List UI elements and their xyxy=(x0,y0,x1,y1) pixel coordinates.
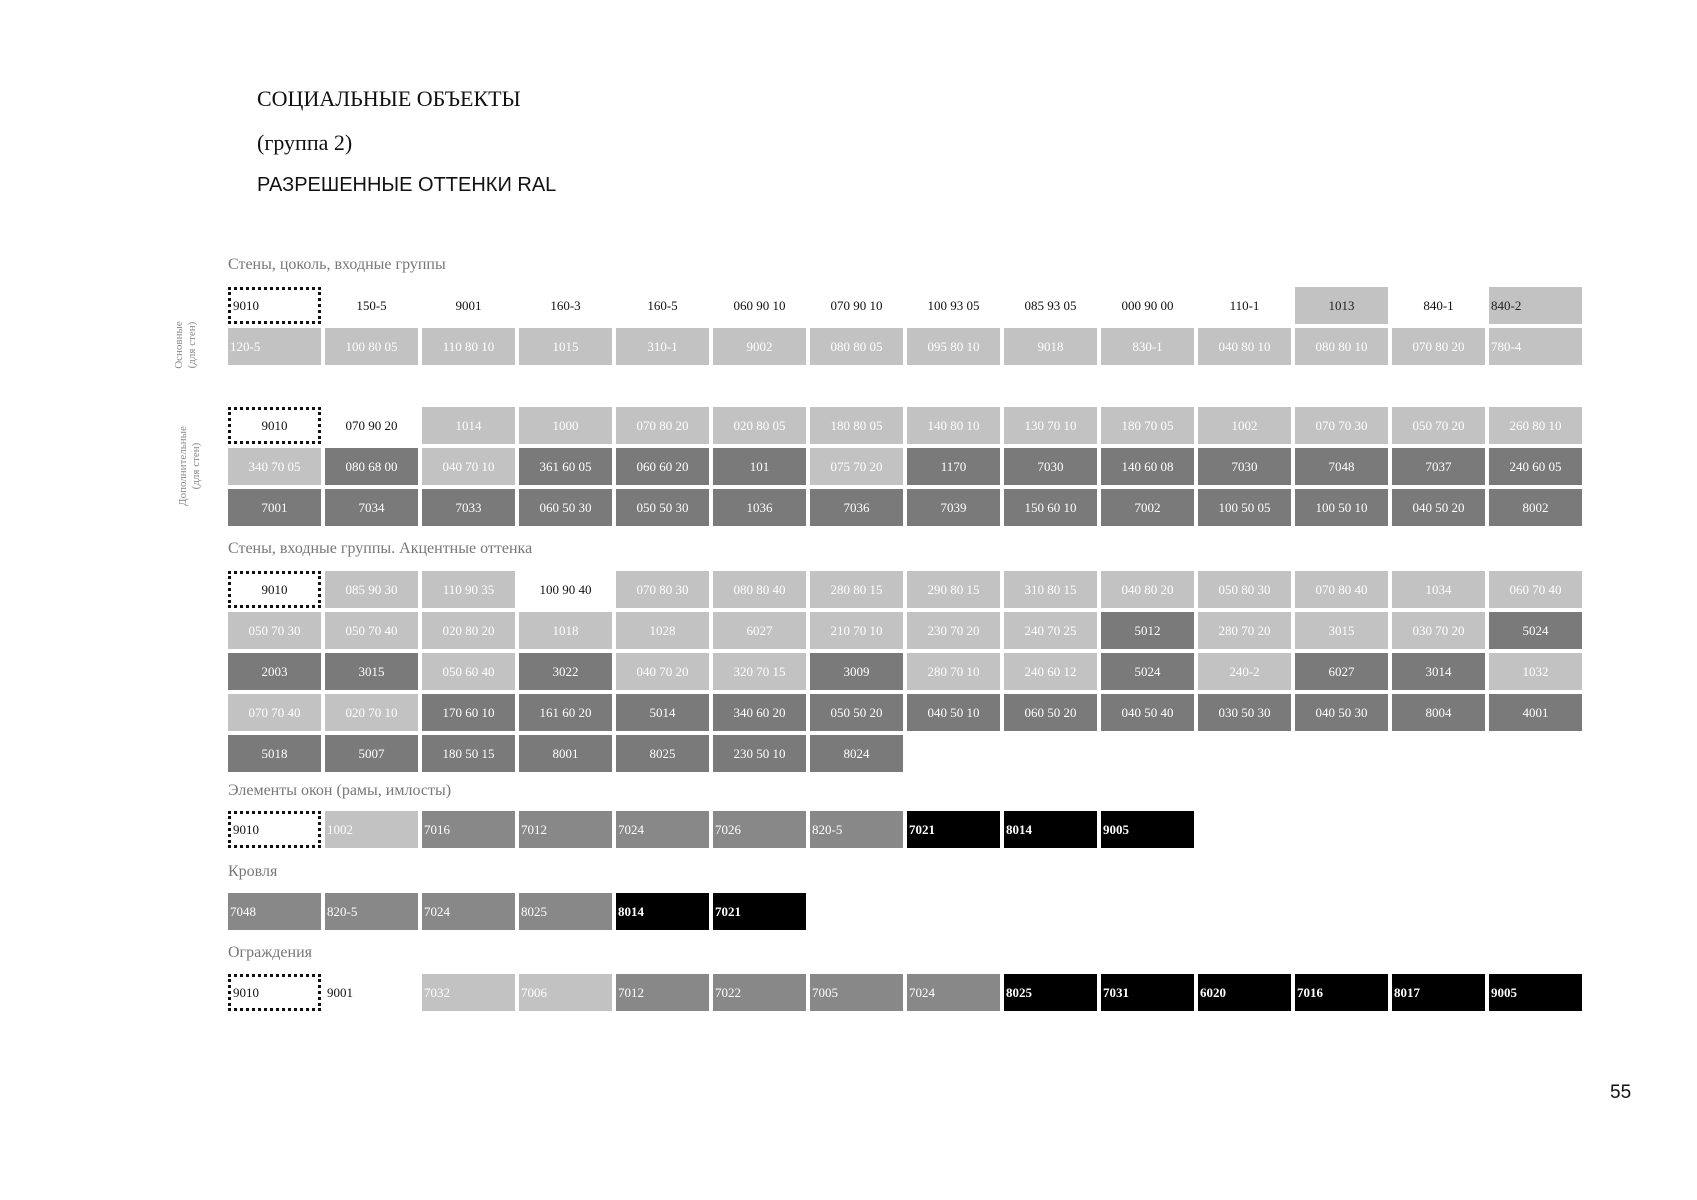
color-swatch: 8024 xyxy=(810,735,903,772)
color-swatch: 5012 xyxy=(1101,612,1194,649)
color-swatch: 070 90 20 xyxy=(325,407,418,444)
color-swatch: 070 70 30 xyxy=(1295,407,1388,444)
color-swatch: 7016 xyxy=(1295,974,1388,1011)
color-swatch: 7012 xyxy=(519,811,612,848)
color-swatch: 040 50 10 xyxy=(907,694,1000,731)
color-swatch: 5024 xyxy=(1101,653,1194,690)
color-swatch: 040 50 30 xyxy=(1295,694,1388,731)
grid-window-colors xyxy=(228,811,1198,852)
swatch-row xyxy=(228,328,1586,365)
color-swatch: 9001 xyxy=(422,287,515,324)
color-swatch: 7005 xyxy=(810,974,903,1011)
color-swatch: 040 50 20 xyxy=(1392,489,1485,526)
color-swatch: 5014 xyxy=(616,694,709,731)
page-number: 55 xyxy=(1610,1082,1632,1103)
color-swatch: 9010 xyxy=(228,811,321,848)
color-swatch: 8002 xyxy=(1489,489,1582,526)
color-swatch: 1000 xyxy=(519,407,612,444)
section-walls-label: Стены, цоколь, входные группы xyxy=(228,256,446,273)
color-swatch: 7001 xyxy=(228,489,321,526)
color-swatch: 8014 xyxy=(1004,811,1097,848)
swatch-row xyxy=(228,571,1586,608)
color-swatch: 310-1 xyxy=(616,328,709,365)
color-swatch: 095 80 10 xyxy=(907,328,1000,365)
color-swatch: 100 90 40 xyxy=(519,571,612,608)
color-swatch: 161 60 20 xyxy=(519,694,612,731)
swatch-row xyxy=(228,735,1586,772)
color-swatch: 9005 xyxy=(1101,811,1194,848)
color-swatch: 7006 xyxy=(519,974,612,1011)
color-swatch: 050 70 40 xyxy=(325,612,418,649)
color-swatch: 3015 xyxy=(1295,612,1388,649)
color-swatch: 5018 xyxy=(228,735,321,772)
color-swatch: 9001 xyxy=(325,974,418,1011)
color-swatch: 110 90 35 xyxy=(422,571,515,608)
color-swatch: 7012 xyxy=(616,974,709,1011)
color-swatch: 020 80 05 xyxy=(713,407,806,444)
color-swatch: 7024 xyxy=(422,893,515,930)
color-swatch: 070 80 20 xyxy=(616,407,709,444)
color-swatch: 040 70 20 xyxy=(616,653,709,690)
color-swatch: 070 80 30 xyxy=(616,571,709,608)
color-swatch: 9005 xyxy=(1489,974,1582,1011)
color-swatch: 7024 xyxy=(616,811,709,848)
color-swatch: 070 90 10 xyxy=(810,287,903,324)
color-swatch: 7048 xyxy=(228,893,321,930)
color-swatch: 7002 xyxy=(1101,489,1194,526)
swatch-row xyxy=(228,448,1586,485)
color-swatch: 000 90 00 xyxy=(1101,287,1194,324)
color-swatch: 3009 xyxy=(810,653,903,690)
color-swatch: 085 90 30 xyxy=(325,571,418,608)
color-swatch: 7026 xyxy=(713,811,806,848)
color-swatch: 050 50 30 xyxy=(616,489,709,526)
color-swatch: 6027 xyxy=(1295,653,1388,690)
color-swatch: 840-1 xyxy=(1392,287,1485,324)
color-swatch: 8001 xyxy=(519,735,612,772)
color-swatch: 7031 xyxy=(1101,974,1194,1011)
color-swatch: 140 80 10 xyxy=(907,407,1000,444)
page-title: СОЦИАЛЬНЫЕ ОБЪЕКТЫ xyxy=(257,86,521,111)
color-swatch: 7030 xyxy=(1198,448,1291,485)
swatch-row xyxy=(228,612,1586,649)
color-swatch: 240 60 12 xyxy=(1004,653,1097,690)
color-swatch: 100 50 05 xyxy=(1198,489,1291,526)
color-swatch: 160-5 xyxy=(616,287,709,324)
color-swatch: 5024 xyxy=(1489,612,1582,649)
color-swatch: 060 50 30 xyxy=(519,489,612,526)
color-swatch: 1015 xyxy=(519,328,612,365)
section-windows-label: Элементы окон (рамы, имлосты) xyxy=(228,782,452,799)
color-swatch: 1013 xyxy=(1295,287,1388,324)
color-swatch: 020 80 20 xyxy=(422,612,515,649)
color-swatch: 820-5 xyxy=(325,893,418,930)
color-swatch: 8014 xyxy=(616,893,709,930)
color-swatch: 1034 xyxy=(1392,571,1485,608)
color-swatch: 100 50 10 xyxy=(1295,489,1388,526)
color-swatch: 020 70 10 xyxy=(325,694,418,731)
color-swatch: 070 80 40 xyxy=(1295,571,1388,608)
color-swatch: 1036 xyxy=(713,489,806,526)
color-swatch: 1032 xyxy=(1489,653,1582,690)
color-swatch: 290 80 15 xyxy=(907,571,1000,608)
color-swatch: 8025 xyxy=(1004,974,1097,1011)
color-swatch: 840-2 xyxy=(1489,287,1582,324)
color-swatch: 060 60 20 xyxy=(616,448,709,485)
color-swatch: 110 80 10 xyxy=(422,328,515,365)
color-swatch: 340 60 20 xyxy=(713,694,806,731)
color-swatch: 340 70 05 xyxy=(228,448,321,485)
color-swatch: 100 93 05 xyxy=(907,287,1000,324)
grid-fence-colors xyxy=(228,974,1586,1015)
color-swatch: 7048 xyxy=(1295,448,1388,485)
grid-extra-colors xyxy=(228,407,1586,530)
color-swatch: 050 50 20 xyxy=(810,694,903,731)
swatch-row xyxy=(228,489,1586,526)
color-swatch: 1170 xyxy=(907,448,1000,485)
section-accent-label: Стены, входные группы. Акцентные оттенка xyxy=(228,540,533,557)
color-swatch: 7036 xyxy=(810,489,903,526)
color-swatch: 040 80 10 xyxy=(1198,328,1291,365)
color-swatch: 9010 xyxy=(228,974,321,1011)
color-swatch: 7037 xyxy=(1392,448,1485,485)
grid-roof-colors xyxy=(228,893,810,934)
color-swatch: 110-1 xyxy=(1198,287,1291,324)
color-swatch: 8004 xyxy=(1392,694,1485,731)
swatch-row xyxy=(228,893,810,930)
color-swatch: 050 60 40 xyxy=(422,653,515,690)
color-swatch: 310 80 15 xyxy=(1004,571,1097,608)
color-swatch: 1002 xyxy=(325,811,418,848)
color-swatch: 7033 xyxy=(422,489,515,526)
swatch-row xyxy=(228,287,1586,324)
color-swatch: 9018 xyxy=(1004,328,1097,365)
swatch-row xyxy=(228,974,1586,1011)
color-swatch: 130 70 10 xyxy=(1004,407,1097,444)
swatch-row xyxy=(228,694,1586,731)
group-label: (группа 2) xyxy=(257,130,353,155)
color-swatch: 7032 xyxy=(422,974,515,1011)
color-swatch: 040 70 10 xyxy=(422,448,515,485)
color-swatch: 080 80 05 xyxy=(810,328,903,365)
color-swatch: 3014 xyxy=(1392,653,1485,690)
color-swatch: 280 70 20 xyxy=(1198,612,1291,649)
color-swatch: 160-3 xyxy=(519,287,612,324)
color-swatch: 260 80 10 xyxy=(1489,407,1582,444)
color-swatch: 1028 xyxy=(616,612,709,649)
color-swatch: 230 70 20 xyxy=(907,612,1000,649)
color-swatch: 150 60 10 xyxy=(1004,489,1097,526)
color-swatch: 180 70 05 xyxy=(1101,407,1194,444)
color-swatch: 3022 xyxy=(519,653,612,690)
color-swatch: 100 80 05 xyxy=(325,328,418,365)
color-swatch: 240 70 25 xyxy=(1004,612,1097,649)
swatch-row xyxy=(228,653,1586,690)
color-swatch: 9010 xyxy=(228,571,321,608)
section-fences-label: Ограждения xyxy=(228,944,312,961)
color-swatch: 230 50 10 xyxy=(713,735,806,772)
color-swatch: 3015 xyxy=(325,653,418,690)
color-swatch: 8017 xyxy=(1392,974,1485,1011)
color-swatch: 5007 xyxy=(325,735,418,772)
swatch-row xyxy=(228,407,1586,444)
color-swatch: 060 90 10 xyxy=(713,287,806,324)
color-swatch: 820-5 xyxy=(810,811,903,848)
color-swatch: 7022 xyxy=(713,974,806,1011)
color-swatch: 180 80 05 xyxy=(810,407,903,444)
color-swatch: 120-5 xyxy=(228,328,321,365)
color-swatch: 240 60 05 xyxy=(1489,448,1582,485)
color-swatch: 280 80 15 xyxy=(810,571,903,608)
color-swatch: 080 80 40 xyxy=(713,571,806,608)
color-swatch: 050 70 20 xyxy=(1392,407,1485,444)
color-swatch: 030 70 20 xyxy=(1392,612,1485,649)
color-swatch: 8025 xyxy=(519,893,612,930)
color-swatch: 361 60 05 xyxy=(519,448,612,485)
color-swatch: 1018 xyxy=(519,612,612,649)
color-swatch: 070 80 20 xyxy=(1392,328,1485,365)
color-swatch: 4001 xyxy=(1489,694,1582,731)
color-swatch: 7021 xyxy=(907,811,1000,848)
color-swatch: 1002 xyxy=(1198,407,1291,444)
section-roof-label: Кровля xyxy=(228,863,278,880)
color-swatch: 7034 xyxy=(325,489,418,526)
page-subtitle: РАЗРЕШЕННЫЕ ОТТЕНКИ RAL xyxy=(257,174,557,196)
color-swatch: 080 68 00 xyxy=(325,448,418,485)
color-swatch: 240-2 xyxy=(1198,653,1291,690)
color-swatch: 7039 xyxy=(907,489,1000,526)
color-swatch: 101 xyxy=(713,448,806,485)
color-swatch: 140 60 08 xyxy=(1101,448,1194,485)
color-swatch: 210 70 10 xyxy=(810,612,903,649)
grid-main-colors xyxy=(228,287,1586,369)
color-swatch: 050 70 30 xyxy=(228,612,321,649)
color-swatch: 9010 xyxy=(228,287,321,324)
color-swatch: 1014 xyxy=(422,407,515,444)
color-swatch: 6027 xyxy=(713,612,806,649)
color-swatch: 280 70 10 xyxy=(907,653,1000,690)
color-swatch: 6020 xyxy=(1198,974,1291,1011)
color-swatch: 040 50 40 xyxy=(1101,694,1194,731)
color-swatch: 780-4 xyxy=(1489,328,1582,365)
color-swatch: 060 70 40 xyxy=(1489,571,1582,608)
color-swatch: 170 60 10 xyxy=(422,694,515,731)
color-swatch: 040 80 20 xyxy=(1101,571,1194,608)
color-swatch: 8025 xyxy=(616,735,709,772)
color-swatch: 2003 xyxy=(228,653,321,690)
color-swatch: 060 50 20 xyxy=(1004,694,1097,731)
color-swatch: 150-5 xyxy=(325,287,418,324)
color-swatch: 320 70 15 xyxy=(713,653,806,690)
color-swatch: 085 93 05 xyxy=(1004,287,1097,324)
color-swatch: 830-1 xyxy=(1101,328,1194,365)
swatch-row xyxy=(228,811,1198,848)
color-swatch: 7024 xyxy=(907,974,1000,1011)
color-swatch: 050 80 30 xyxy=(1198,571,1291,608)
color-swatch: 7030 xyxy=(1004,448,1097,485)
color-swatch: 070 70 40 xyxy=(228,694,321,731)
color-swatch: 9010 xyxy=(228,407,321,444)
grid-accent-colors xyxy=(228,571,1586,776)
color-swatch: 180 50 15 xyxy=(422,735,515,772)
color-swatch: 7016 xyxy=(422,811,515,848)
color-swatch: 075 70 20 xyxy=(810,448,903,485)
color-swatch: 080 80 10 xyxy=(1295,328,1388,365)
color-swatch: 9002 xyxy=(713,328,806,365)
color-swatch: 030 50 30 xyxy=(1198,694,1291,731)
color-swatch: 7021 xyxy=(713,893,806,930)
